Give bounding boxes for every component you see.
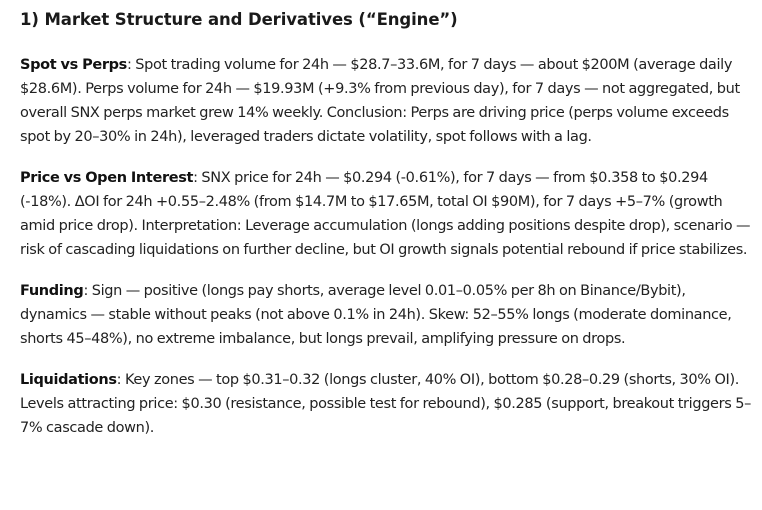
paragraph-spot-vs-perps [20,53,752,149]
paragraph-term: Liquidations [20,372,117,388]
paragraph-term: Price vs Open Interest [20,170,194,186]
paragraph-term: Funding [20,283,84,299]
section-heading: 1) Market Structure and Derivatives (“Engine”) [20,10,458,29]
paragraph-term: Spot vs Perps [20,57,127,73]
paragraph-text: : Spot trading volume for 24h — $28.7–33.6M, for 7 days — about $200M (average daily $28.6M). Perps volume for 24h — $19.93M (+9.3% from previous day), for 7 days — not aggregated, but overall SNX perps market grew 14% weekly. Conclusion: Perps are driving price (perps volume exceeds spot by 20–30% in 24h), leveraged traders dictate volatility, spot follows with a lag. [20,57,740,145]
paragraph-text: : Key zones — top $0.31–0.32 (longs cluster, 40% OI), bottom $0.28–0.29 (shorts, 30% OI). Levels attracting price: $0.30 (resistance, possible test for rebound), $0.285 (support, breakout triggers 5–7% cascade down). [20,372,751,436]
paragraph-liquidations [20,368,752,440]
paragraph-price-vs-open-interest [20,166,752,262]
paragraph-text: : SNX price for 24h — $0.294 (-0.61%), for 7 days — from $0.358 to $0.294 (-18%). ΔOI for 24h +0.55–2.48% (from $14.7M to $17.65M, total OI $90M), for 7 days +5–7% (growth amid price drop). Interpretation: Leverage accumulation (longs adding positions despite drop), scenario — risk of cascading liquidations on further decline, but OI growth signals potential rebound if price stabilizes. [20,170,751,258]
paragraph-text: : Sign — positive (longs pay shorts, average level 0.01–0.05% per 8h on Binance/Bybit), dynamics — stable without peaks (not above 0.1% in 24h). Skew: 52–55% longs (moderate dominance, shorts 45–48%), no extreme imbalance, but longs prevail, amplifying pressure on drops. [20,283,732,347]
paragraph-funding [20,279,752,351]
